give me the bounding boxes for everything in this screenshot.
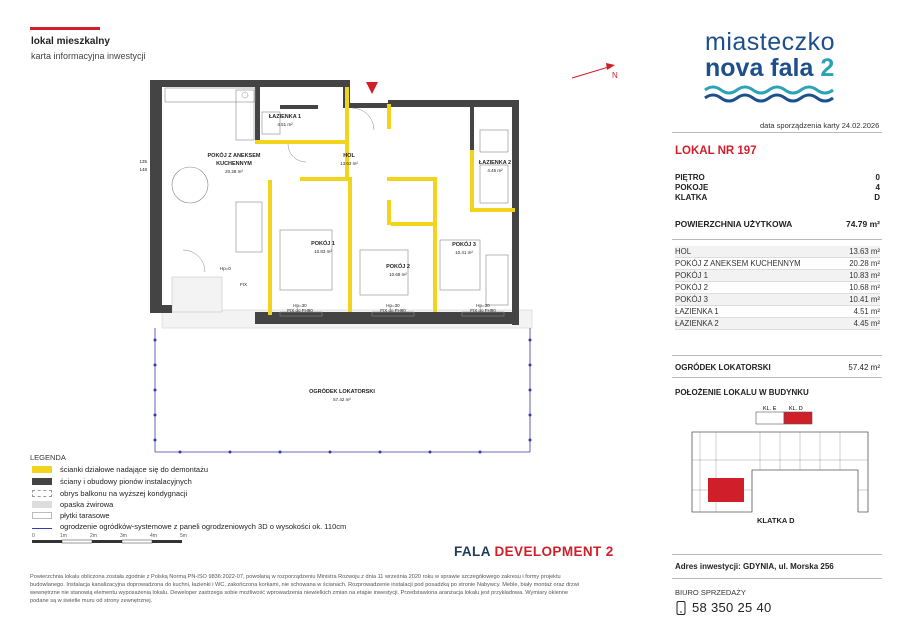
area-row: POWIERZCHNIA UŻYTKOWA 74.79 m²: [675, 219, 880, 229]
floor-plan: [120, 60, 618, 460]
legend-item: ściany i obudowy pionów instalacyjnych: [32, 477, 192, 486]
svg-text:FIX do FH90: FIX do FH90: [470, 308, 496, 313]
document-title: lokal mieszkalny: [31, 36, 110, 47]
document-subtitle: karta informacyjna inwestycji: [31, 51, 146, 61]
phone-icon: [675, 601, 687, 615]
divider: [672, 554, 882, 555]
room-row: POKÓJ 2 10.68 m²: [675, 283, 880, 292]
logo-line2: nova fala 2: [705, 54, 835, 82]
svg-text:FIX: FIX: [240, 282, 248, 287]
svg-text:10.83 m²: 10.83 m²: [314, 249, 332, 254]
divider: [672, 239, 882, 240]
svg-text:ŁAZIENKA 2: ŁAZIENKA 2: [478, 160, 512, 166]
garden-row: OGRÓDEK LOKATORSKI 57.42 m²: [675, 363, 880, 372]
svg-text:Hp=30: Hp=30: [293, 303, 307, 308]
stair-label: KLATKA D: [757, 516, 795, 525]
divider: [672, 578, 882, 579]
room-row: POKÓJ Z ANEKSEM KUCHENNYM 20.28 m²: [675, 259, 880, 268]
unit-title: LOKAL NR 197: [675, 145, 757, 157]
wave-icon: [703, 84, 843, 108]
divider: [672, 377, 882, 378]
floor-row: PIĘTRO 0: [675, 173, 880, 182]
svg-text:KL. E: KL. E: [763, 406, 777, 412]
svg-text:2m: 2m: [90, 533, 97, 539]
investment-address: Adres inwestycji: GDYNIA, ul. Morska 256: [675, 562, 834, 571]
legend-item: obrys balkonu na wyższej kondygnacji: [32, 489, 187, 498]
svg-text:FIX do FH90: FIX do FH90: [287, 308, 313, 313]
svg-text:4m: 4m: [150, 533, 157, 539]
scale-bar: [30, 530, 195, 544]
svg-text:13.63 m²: 13.63 m²: [340, 161, 358, 166]
svg-text:OGRÓDEK LOKATORSKI: OGRÓDEK LOKATORSKI: [309, 389, 375, 395]
svg-text:135: 135: [139, 159, 147, 164]
divider: [672, 355, 882, 356]
svg-text:5m: 5m: [180, 533, 187, 539]
svg-text:4.51 m²: 4.51 m²: [277, 122, 293, 127]
svg-text:3m: 3m: [120, 533, 127, 539]
svg-text:Hp=30: Hp=30: [386, 303, 400, 308]
svg-text:KL. D: KL. D: [789, 406, 803, 412]
building-position-plan: [678, 402, 878, 514]
svg-text:POKÓJ 3: POKÓJ 3: [452, 242, 476, 248]
sales-phone[interactable]: 58 350 25 40: [692, 600, 772, 615]
room-row: ŁAZIENKA 1 4.51 m²: [675, 307, 880, 316]
svg-text:POKÓJ Z ANEKSEM: POKÓJ Z ANEKSEM: [207, 153, 261, 159]
logo-line1: miasteczko: [705, 28, 836, 56]
svg-text:Hp=0: Hp=0: [220, 266, 231, 271]
svg-text:HOL: HOL: [343, 153, 355, 159]
svg-text:POKÓJ 1: POKÓJ 1: [311, 241, 335, 247]
divider: [672, 132, 882, 133]
svg-text:1m: 1m: [60, 533, 67, 539]
legend-item: płytki tarasowe: [32, 511, 110, 520]
svg-text:KUCHENNYM: KUCHENNYM: [216, 161, 252, 167]
svg-text:FIX do FH90: FIX do FH90: [380, 308, 406, 313]
room-row: POKÓJ 3 10.41 m²: [675, 295, 880, 304]
sales-office-label: BIURO SPRZEDAŻY: [675, 588, 746, 597]
svg-text:Hp=30: Hp=30: [476, 303, 490, 308]
svg-text:4.45 m²: 4.45 m²: [487, 168, 503, 173]
svg-text:10.68 m²: 10.68 m²: [389, 272, 407, 277]
stair-row: KLATKA D: [675, 193, 880, 202]
footnote: Powierzchnia lokalu obliczona została zgodnie z Polską Normą PN-ISO 9836:2022-07, powołaną w rozporządzeniu Ministra Rozwoju z dnia 11 września 2020 roku w sprawie szczegółowego zakresu i formy projektu budowlanego. Instalacja kanalizacyjna doprowadzona do kuchni, łazienki i WC, zakończona korkami, nie schowana w ścianach. Rozprowadzenie instalacji pod posadzką po stronie Nabywcy. Meble, biały montaż oraz drzwi wewnętrzne nie stanowią elementu wyposażenia lokalu. Deweloper zastrzega sobie możliwość wprowadzenia niewielkich zmian na etapie inwestycji. Przedstawiona aranżacja lokalu jest przykładowa. Wymiary okienne podane są w świetle muru od strony zewnętrznej.: [30, 574, 579, 604]
svg-text:148: 148: [139, 167, 147, 172]
legend-item: opaska żwirowa: [32, 500, 113, 509]
legend-item: ścianki działowe nadające się do demontażu: [32, 465, 208, 474]
north-arrow-icon: [572, 63, 618, 80]
rooms-row: POKOJE 4: [675, 183, 880, 192]
room-row: POKÓJ 1 10.83 m²: [675, 271, 880, 280]
header-accent-bar: [30, 27, 100, 30]
room-row: HOL 13.63 m²: [675, 247, 880, 256]
svg-text:N: N: [612, 71, 618, 80]
position-label: POŁOŻENIE LOKALU W BUDYNKU: [675, 388, 809, 397]
developer-name: FALA DEVELOPMENT 2: [454, 544, 614, 559]
svg-text:ŁAZIENKA 1: ŁAZIENKA 1: [268, 114, 302, 120]
legend-item: ogrodzenie ogródków-systemowe z paneli ogrodzeniowych 3D o wysokości ok. 110cm: [32, 522, 346, 531]
svg-text:POKÓJ 2: POKÓJ 2: [386, 264, 410, 270]
svg-text:57.42 m²: 57.42 m²: [333, 397, 351, 402]
svg-text:20.28 m²: 20.28 m²: [225, 169, 243, 174]
legend-title: LEGENDA: [30, 453, 66, 462]
svg-text:0: 0: [32, 533, 35, 539]
room-row: ŁAZIENKA 2 4.45 m²: [675, 319, 880, 328]
svg-text:10.41 m²: 10.41 m²: [455, 250, 473, 255]
card-date: data sporządzenia karty 24.02.2026: [760, 121, 880, 130]
